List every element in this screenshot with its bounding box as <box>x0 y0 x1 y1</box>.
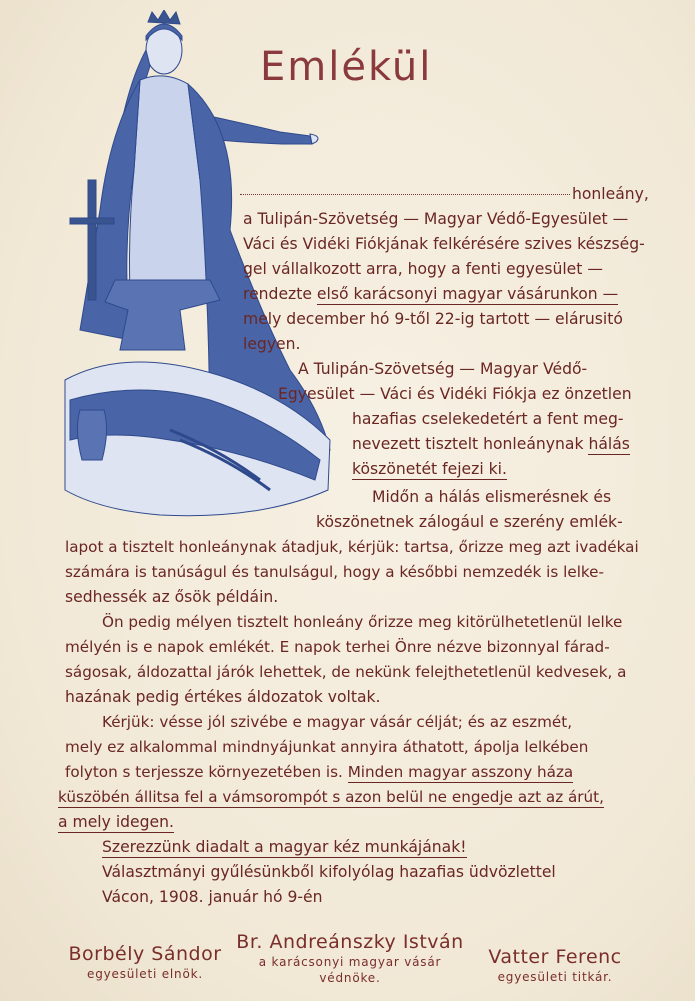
text-line: gel vállalkozott arra, hogy a fenti egyesület — <box>243 260 603 278</box>
text-line: ságosak, áldozattal járók lehettek, de nekünk felejthetetlenül kedvesek, a <box>65 663 627 681</box>
text-segment: folyton s terjessze környezetében is. <box>65 763 348 781</box>
text-line: Választmányi gyűlésünkből kifolyólag hazafias üdvözlettel <box>102 863 556 881</box>
signature-role: egyesületi titkár. <box>497 970 613 984</box>
text-line: Váci és Vidéki Fiókjának felkérésére szives készség- <box>243 235 645 253</box>
text-line: honleány, <box>572 185 649 203</box>
text-line: hazának pedig értékes áldozatok voltak. <box>65 688 381 706</box>
text-line: Midőn a hálás elismerésnek és <box>372 488 612 506</box>
text-line: köszönetnek zálogául e szerény emlék- <box>316 513 623 531</box>
text-segment: nevezett tisztelt honleánynak <box>352 435 589 453</box>
underlined-text: első karácsonyi magyar vásárunkon — <box>316 285 619 303</box>
underlined-text: köszönetét fejezi ki. <box>352 460 507 478</box>
text-line: lapot a tisztelt honleánynak átadjuk, kérjük: tartsa, őrizze meg azt ivadékai <box>65 538 639 556</box>
text-line: sedhessék az ősök példáin. <box>65 588 279 606</box>
text-line: mélyén is e napok emlékét. E napok terhei Önre nézve bizonnyal fárad- <box>65 638 610 656</box>
text-segment: rendezte <box>243 285 317 303</box>
name-blank-line <box>240 193 570 195</box>
text-line: mely december hó 9-től 22-ig tartott — elárusitó <box>243 310 623 328</box>
text-line <box>102 837 467 857</box>
signature-role: a karácsonyi magyar vásár <box>258 955 442 969</box>
signature-name: Borbély Sándor <box>68 943 222 965</box>
text-line: Kérjük: vésse jól szivébe e magyar vásár célját; és az eszmét, <box>102 713 573 731</box>
signature-secretary <box>470 946 640 984</box>
signature-patron <box>225 931 475 985</box>
signature-role: védnöke. <box>319 971 381 985</box>
text-line: Vácon, 1908. január hó 9-én <box>102 888 323 906</box>
text-line: A Tulipán-Szövetség — Magyar Védő- <box>298 360 588 378</box>
underlined-text: küszöbén állitsa fel a vámsorompót s azon belül ne engedje azt az árút, <box>58 788 604 806</box>
text-line <box>352 434 630 454</box>
signature-name: Vatter Ferenc <box>488 946 622 968</box>
text-line <box>65 762 573 782</box>
underlined-text: a mely idegen. <box>58 813 174 831</box>
text-line: Ön pedig mélyen tisztelt honleány őrizze meg kitörülhetetlenül lelke <box>102 613 623 631</box>
text-line: mely ez alkalommal mindnyájunkat annyira áthatott, ápolja lelkében <box>65 738 589 756</box>
signature-president <box>55 943 235 981</box>
underlined-text: hálás <box>588 435 630 453</box>
text-line <box>352 459 507 479</box>
text-line: legyen. <box>243 335 301 353</box>
text-line: a Tulipán-Szövetség — Magyar Védő-Egyesület — <box>243 210 629 228</box>
signature-role: egyesületi elnök. <box>87 967 203 981</box>
text-line <box>58 812 174 832</box>
page-title: Emlékül <box>260 44 433 90</box>
underlined-text: Szerezzünk diadalt a magyar kéz munkájának! <box>102 838 467 856</box>
underlined-text: Minden magyar asszony háza <box>347 763 574 781</box>
signature-name: Br. Andreánszky István <box>236 931 464 953</box>
text-line <box>243 284 618 304</box>
text-line: számára is tanúságul és tanulságul, hogy a későbbi nemzedék is lelke- <box>65 563 604 581</box>
text-line: hazafias cselekedetért a fent meg- <box>352 410 624 428</box>
text-line: Egyesület — Váci és Vidéki Fiókja ez önzetlen <box>278 385 632 403</box>
text-line <box>58 787 604 807</box>
